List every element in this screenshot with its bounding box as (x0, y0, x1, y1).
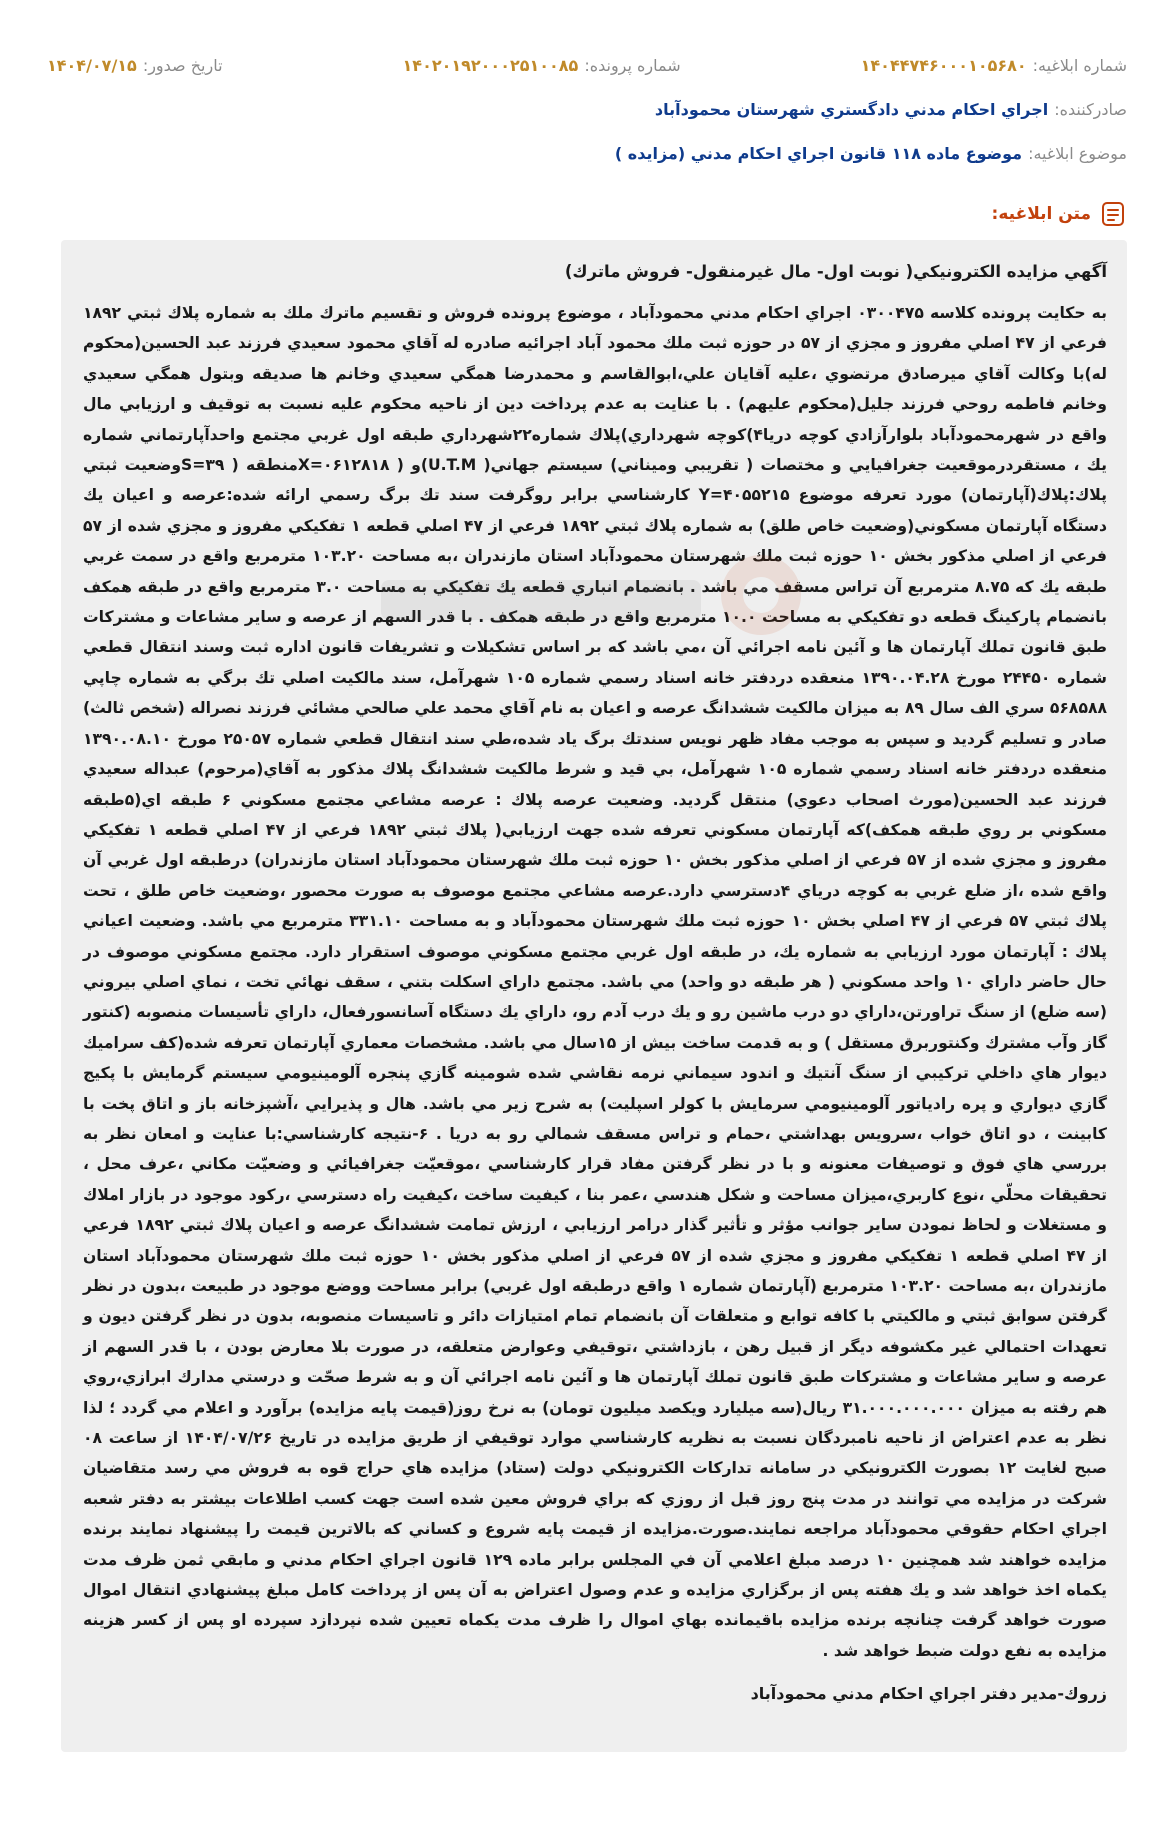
notice-title: آگهي مزايده الكترونيكي( نوبت اول- مال غيرمنقول- فروش ماترك) (564, 262, 1107, 281)
issue-date-value: ۱۴۰۴/۰۷/۱۵ (47, 56, 137, 75)
case-number (403, 56, 681, 75)
notice-number (861, 56, 1127, 75)
case-number-value: ۱۴۰۲۰۱۹۲۰۰۰۲۵۱۰۰۸۵ (402, 56, 579, 75)
issue-date (47, 56, 223, 75)
case-number-label: شماره پرونده: (584, 56, 681, 75)
notice-number-value: ۱۴۰۴۴۷۴۶۰۰۰۱۰۵۶۸۰ (860, 56, 1027, 75)
issue-date-label: تاریخ صدور: (142, 56, 223, 75)
notice-heading-label: متن ابلاغیه: (991, 204, 1091, 224)
notice-body: به حكايت پرونده كلاسه ۰۳۰۰۴۷۵ اجراي احكام مدني محمودآباد ، موضوع پرونده فروش و تقسيم ماترك ملك به شماره پلاك ثبتي ۱۸۹۲ فرعي از ۴۷ اصلي مفروز و مجزي از ۵۷ در حوزه ثبت ملك محمود آباد اجرائيه صادره له آقاي محمود سعيدي فرزند عبد الحسين(محكوم له)با وكالت آقاي ميرصادق مرتضوي ،عليه آقايان علي،ابوالقاسم و محمدرضا همگي سعيدي وخانم ها صديقه وبتول همگي سعيدي وخانم فاطمه روحي فرزند جليل(محكوم عليهم) . با عنايت به عدم پرداخت دين از ناحيه محكوم عليه نسبت به توقيف و ارزيابي مال واقع در شهرمحمودآباد بلوارآزادي كوچه دريا۴)كوچه شهرداري)پلاك شماره۲۲شهرداري طبقه اول غربي مجتمع واحدآپارتماني شماره يك ، مستقردرموقعيت جغرافيايي و مختصات ( تقريبي وميناني) سيستم جهاني( U.T.M)و ( X=۰۶۱۲۸۱۸منطقه ( ۳۹=Sوضعيت ثبتي پلاك:پلاك(آپارتمان) مورد تعرفه موضوع Y=۴۰۵۵۲۱۵ كارشناسي برابر روگرفت سند تك برگ رسمي ارائه شده:عرصه و اعيان يك دستگاه آپارتمان مسكوني(وضعيت خاص طلق) به شماره پلاك ثبتي ۱۸۹۲ فرعي از ۴۷ اصلي قطعه ۱ تفكيكي مفروز و مجزي شده از ۵۷ فرعي از اصلي مذكور بخش ۱۰ حوزه ثبت ملك شهرستان محمودآباد استان مازندران ،به مساحت ۱۰۳.۲۰ مترمربع واقع در سمت غربي طبقه يك كه ۸.۷۵ مترمربع آن تراس مسقف مي باشد . بانضمام انباري قطعه يك تفكيكي به مساحت ۳.۰ مترمربع واقع در طبقه همكف بانضمام پاركينگ قطعه دو تفكيكي به مساحت ۱۰.۰ مترمربع واقع در طبقه همكف . با قدر السهم از عرصه و ساير مشاعات و مشتركات طبق قانون تملك آپارتمان ها و آئين نامه اجرائي آن ،مي باشد كه بر اساس تشكيلات و تشريفات قانون اداره ثبت وسند انتقال قطعي شماره ۲۴۴۵۰ مورخ ۱۳۹۰.۰۴.۲۸ منعقده دردفتر خانه اسناد رسمي شماره ۱۰۵ شهرآمل، سند مالكيت اصلي تك برگي به شماره چاپي ۵۶۸۵۸۸ سري الف سال ۸۹ به ميزان مالكيت ششدانگ عرصه و اعيان به نام آقاي محمد علي صالحي مشائي فرزند نصراله (شخص ثالث) صادر و تسليم گرديد و سپس به موجب مفاد ظهر نويس سندتك برگ ياد شده،طي سند انتقال قطعي شماره ۲۵۰۵۷ مورخ ۱۳۹۰.۰۸.۱۰ منعقده دردفتر خانه اسناد رسمي شماره ۱۰۵ شهرآمل، بي قيد و شرط مالكيت ششدانگ پلاك مذكور به آقاي(مرحوم) عبداله سعيدي فرزند عبد الحسين(مورث اصحاب دعوي) منتقل گرديد. وضعيت عرصه پلاك : عرصه مشاعي مجتمع مسكوني ۶ طبقه اي(۵طبقه مسكوني بر روي طبقه همكف)كه آپارتمان مسكوني تعرفه شده جهت ارزيابي( پلاك ثبتي ۱۸۹۲ فرعي از ۴۷ اصلي قطعه ۱ تفكيكي مفروز و مجزي شده از ۵۷ فرعي از اصلي مذكور بخش ۱۰ حوزه ثبت ملك شهرستان محمودآباد استان مازندران) درطبقه اول غربي آن واقع شده ،از ضلع غربي به كوچه درياي ۴دسترسي دارد.عرصه مشاعي مجتمع موصوف به صورت محصور ،وضعيت خاص طلق ، تحت پلاك ثبتي ۵۷ فرعي از ۴۷ اصلي بخش ۱۰ حوزه ثبت ملك شهرستان محمودآباد و به مساحت ۳۳۱.۱۰ مترمربع مي باشد. وضعيت اعياني پلاك : آپارتمان مورد ارزيابي به شماره يك، در طبقه اول غربي مجتمع مسكوني موصوف استقرار دارد. مجتمع مسكوني موصوف در حال حاضر داراي ۱۰ واحد مسكوني ( هر طبقه دو واحد) مي باشد. مجتمع داراي اسكلت بتني ، سقف نهائي تخت ، نماي اصلي بيروني (سه ضلع) از سنگ تراورتن،داراي دو درب ماشين رو و يك درب آدم رو، داراي يك دستگاه آسانسورفعال، داراي تأسيسات منصوبه (كنتور گاز وآب مشترك وكنتوربرق مستقل ) و به قدمت ساخت بيش از ۱۵سال مي باشد. مشخصات معماري آپارتمان تعرفه شده(كف سراميك ديوار هاي داخلي تركيبي از سنگ آنتيك و اندود سيماني نرمه نقاشي شده شومينه گازي پنجره آلومينيومي سيستم گرمايش با پكيج گازي ديواري و پره رادياتور آلومينيومي سرمايش با كولر اسپليت) به شرح زير مي باشد. هال و پذيرايي ،آشپزخانه باز و اتاق پخت با كابينت ، دو اتاق خواب ،سرويس بهداشتي ،حمام و تراس مسقف شمالي رو به دريا . ۶-نتيجه كارشناسي:با عنايت و امعان نظر به بررسي هاي فوق و توصيفات معنونه و با در نظر گرفتن مفاد قرار كارشناسي ،موقعيّت جغرافيائي و وضعيّت مكاني ،عرف محل ، تحقيقات محلّي ،نوع كاربري،ميزان مساحت و شكل هندسي ،عمر بنا ، كيفيت ساخت ،كيفيت راه دسترسي ،ركود موجود در بازار املاك و مستغلات و لحاظ نمودن ساير جوانب مؤثر و تأثير گذار درامر ارزيابي ، ارزش تمامت ششدانگ عرصه و اعيان پلاك ثبتي ۱۸۹۲ فرعي از ۴۷ اصلي قطعه ۱ تفكيكي مفروز و مجزي شده از ۵۷ فرعي از اصلي مذكور بخش ۱۰ حوزه ثبت ملك شهرستان محمودآباد استان مازندران ،به مساحت ۱۰۳.۲۰ مترمربع (آپارتمان شماره ۱ واقع درطبقه اول غربي) برابر مساحت ووضع موجود در طبيعت ،بدون در نظر گرفتن سوابق ثبتي و مالكيتي با كافه توابع و متعلقات آن بانضمام تمام امتيازات دائر و تاسيسات منصوبه، بدون در نظر گرفتن ديون و تعهدات احتمالي غير مكشوفه ديگر از قبيل رهن ، بازداشتي ،توقيفي وعوارض متعلقه، در صورت بلا معارض بودن ، با قدر السهم از عرصه و ساير مشاعات و مشتركات طبق قانون تملك آپارتمان ها و آئين نامه اجرائي آن و به شرط صحّت و درستي مدارك ابرازي،روي هم رفته به ميزان ۳۱.۰۰۰.۰۰۰.۰۰۰ ريال(سه ميليارد ويكصد ميليون تومان) به نرخ روز(قيمت پايه مزايده) برآورد و اعلام مي گردد ؛ لذا نظر به عدم اعتراض از ناحيه نامبردگان نسبت به نظريه كارشناسي موارد توقيفي از طريق مزايده در تاريخ ۱۴۰۴/۰۷/۲۶ از ساعت ۰۸ صبح لغايت ۱۲ بصورت الكترونيكي در سامانه تداركات الكترونيكي دولت (ستاد) مزايده هاي حراج قوه به فروش مي رسد متقاضيان شركت در مزايده مي توانند در مدت پنج روز قبل از روزي كه براي فروش معين شده است جهت كسب اطلاعات بيشتر به دفتر شعبه اجراي احكام حقوقي محمودآباد مراجعه نمايند.صورت.مزايده از قيمت پايه شروع و كساني كه بالاترين قيمت را پيشنهاد نمايند برنده مزايده خواهند شد همچنين ۱۰ درصد مبلغ اعلامي آن في المجلس برابر ماده ۱۲۹ قانون اجراي احكام مدني و مابقي ثمن ظرف مدت يكماه اخذ خواهد شد و يك هفته پس از برگزاري مزايده و عدم وصول اعتراض به آن پس از پرداخت كامل مبلغ پيشنهادي انتقال اموال صورت خواهد گرفت چنانچه برنده مزايده باقيمانده بهاي اموال را ظرف مدت يكماه تعيين شده نپردازد سپرده او پس از كسر هزينه مزايده به نفع دولت ضبط خواهد شد . (83, 304, 1108, 1660)
issuer-row (47, 100, 1127, 119)
issuer-value: اجراي احكام مدني دادگستري شهرستان محمودآباد (654, 100, 1049, 119)
meta-row-numbers (47, 56, 1127, 75)
subject-row (47, 144, 1127, 163)
document-text-icon (1099, 200, 1127, 228)
notice-signature: زروك-مدير دفتر اجراي احكام مدني محمودآباد (750, 1684, 1107, 1704)
subject-value: موضوع ماده ۱۱۸ قانون اجراي احكام مدني (مزايده ) (614, 144, 1023, 163)
subject-label: موضوع ابلاغیه: (1028, 144, 1127, 163)
notice-number-label: شماره ابلاغیه: (1032, 56, 1127, 75)
notice-heading (992, 200, 1127, 228)
notice-card (61, 240, 1127, 1752)
issuer-label: صادرکننده: (1054, 100, 1127, 119)
